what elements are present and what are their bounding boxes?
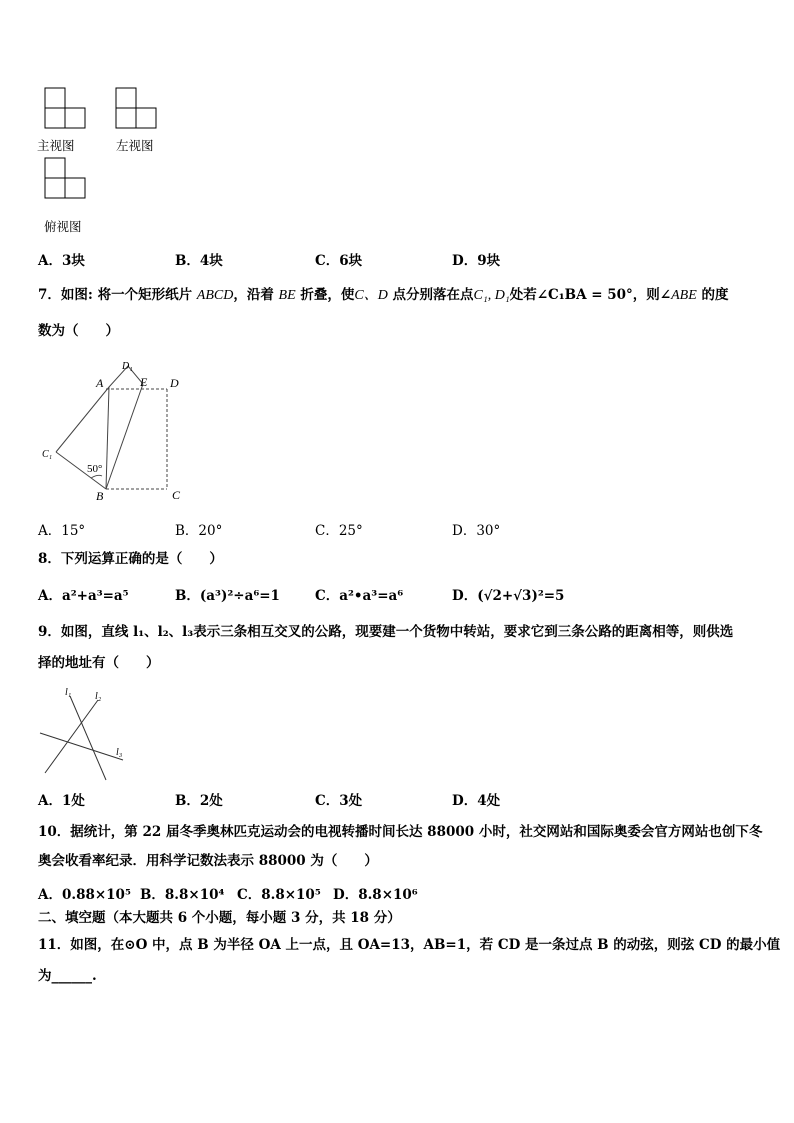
q9-stem-line1: 9．如图，直线 l₁、l₂、l₃表示三条相互交叉的公路，现要建一个货物中转站，要求它到三条公路的距离相等，则供选	[38, 624, 734, 640]
q7-label-c1: C₁	[42, 449, 53, 460]
q7-text-c: 折叠，使	[300, 287, 355, 303]
q8-option-a: A．a²+a³=a⁵	[38, 588, 129, 604]
q10-stem-line1: 10．据统计，第 22 届冬季奥林匹克运动会的电视转播时间长达 88000 小时，社交网站和国际奥委会官方网站也创下冬	[38, 824, 763, 840]
q7-label-c: C	[172, 488, 181, 502]
q9-option-d: D．4处	[452, 793, 501, 809]
top-view-figure	[38, 155, 90, 203]
left-view-figure	[110, 84, 162, 132]
q8-stem: 8．下列运算正确的是（ ）	[38, 551, 223, 567]
q10-option-d: D．8.8×10⁶	[333, 887, 418, 903]
q7-option-a: A．15°	[38, 523, 86, 539]
q6-option-d: D．9块	[452, 253, 501, 269]
q10-option-c: C．8.8×10⁵	[237, 887, 321, 903]
q7-label-e: E	[140, 375, 148, 389]
q8-option-b: B．(a³)²÷a⁶=1	[175, 588, 280, 604]
top-view-caption: 俯视图	[44, 219, 82, 234]
q7-option-c: C．25°	[315, 523, 363, 539]
q9-label-l3: l₃	[116, 747, 123, 758]
front-view-caption: 主视图	[37, 138, 75, 153]
q9-option-b: B．2处	[175, 793, 223, 809]
q9-label-l2: l₂	[95, 691, 102, 702]
q6-option-b: B．4块	[175, 253, 223, 269]
q7-label-angle: 50°	[87, 463, 103, 475]
q8-option-c: C．a²•a³=a⁶	[315, 588, 404, 604]
q7-figure	[36, 358, 196, 506]
section2-title: 二、填空题（本大题共 6 个小题，每小题 3 分，共 18 分）	[38, 910, 401, 926]
q10-stem-line2: 奥会收看率纪录．用科学记数法表示 88000 为（ ）	[38, 853, 378, 869]
q7-abcd: ABCD	[196, 288, 234, 303]
q6-option-a: A．3块	[38, 253, 85, 269]
q7-text-a: 7．如图: 将一个矩形纸片	[38, 287, 193, 303]
q7-text-b: ，沿着	[233, 287, 274, 303]
q7-cd: C、D	[354, 288, 388, 303]
q7-label-d1: D₁	[122, 361, 133, 372]
q7-option-b: B．20°	[175, 523, 223, 539]
q9-option-a: A．1处	[38, 793, 85, 809]
q7-option-d: D．30°	[452, 523, 501, 539]
q7-be: BE	[278, 288, 296, 303]
q9-option-c: C．3处	[315, 793, 363, 809]
q8-option-d: D．(√2+√3)²=5	[452, 588, 565, 604]
q9-figure	[36, 683, 136, 783]
q7-text-f: 的度	[701, 287, 729, 303]
left-view-caption: 左视图	[116, 138, 154, 153]
q10-option-b: B．8.8×10⁴	[140, 887, 225, 903]
q7-c1d1: C₁, D₁	[473, 288, 510, 303]
q11-stem-line1: 11．如图，在⊙O 中，点 B 为半径 OA 上一点，且 OA=13，AB=1，若 CD 是一条过点 B 的动弦，则弦 CD 的最小值	[38, 937, 781, 953]
q9-label-l1: l₁	[65, 687, 72, 698]
q11-stem-line2: 为______.	[38, 968, 97, 984]
q7-label-a: A	[96, 376, 104, 390]
q7-label-d: D	[170, 376, 179, 390]
q7-stem-line1	[38, 285, 728, 306]
q9-stem-line2: 择的地址有（ ）	[38, 655, 160, 671]
q10-option-a: A．0.88×10⁵	[38, 887, 131, 903]
q6-option-c: C．6块	[315, 253, 363, 269]
q7-text-e: 处若∠C₁BA = 50°，则∠	[509, 287, 672, 303]
front-view-figure	[38, 84, 90, 132]
q7-stem-line2: 数为（ ）	[38, 323, 119, 339]
q7-text-d: 点分别落在点	[392, 287, 474, 303]
q7-label-b: B	[96, 489, 104, 503]
q7-abe: ABE	[671, 288, 697, 303]
